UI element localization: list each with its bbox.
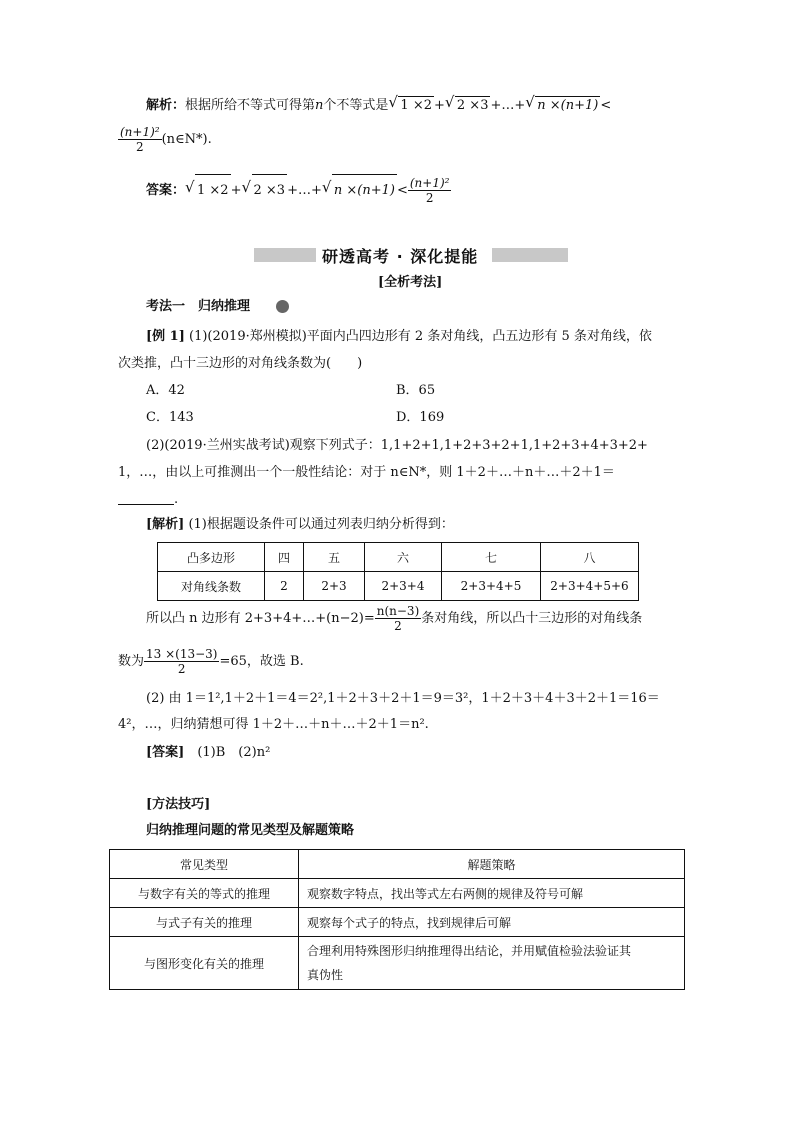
- table-cell: 与图形变化有关的推理: [110, 937, 299, 990]
- fraction: [375, 604, 422, 633]
- text: 数为: [118, 654, 145, 669]
- table-cell: 对角线条数: [158, 572, 265, 601]
- example-part2-line-1: (2)(2019·兰州实战考试)观察下列式子：1,1+2+1,1+2+3+2+1,1+2+3+4+3+2+: [146, 438, 648, 453]
- section-subtitle: [全析考法]: [378, 275, 443, 290]
- text: =65，故选 B.: [219, 654, 304, 669]
- solution-label: [解析]: [146, 517, 185, 532]
- frac-num: 13 ×(13−3): [146, 647, 218, 661]
- section-banner-title: 研透高考 · 深化提能: [322, 247, 479, 266]
- condition: (n∈N*).: [161, 132, 212, 147]
- strategy-line-1: 合理利用特殊图形归纳推理得出结论，并用赋值检验法验证其: [307, 944, 632, 958]
- table-row: [110, 937, 685, 990]
- difficulty-dot-icon: [276, 300, 289, 313]
- table-cell: 凸多边形: [158, 543, 265, 572]
- frac-den: 2: [425, 191, 434, 205]
- table-cell: 与数字有关的等式的推理: [110, 879, 299, 908]
- answer-label: 答案：: [146, 183, 186, 198]
- table-cell: 八: [541, 543, 639, 572]
- frac-den: 2: [394, 619, 402, 633]
- example-line-2: 次类推，凸十三边形的对角线条数为( ): [118, 356, 363, 371]
- dots: +…+: [287, 183, 322, 198]
- table-row: [158, 543, 639, 572]
- table-row: [158, 572, 639, 601]
- frac-num: (n+1)²: [409, 176, 450, 190]
- table-row: [110, 908, 685, 937]
- option-c: C．143: [146, 410, 194, 425]
- table-cell: 2+3+4+5: [442, 572, 541, 601]
- fraction: [408, 176, 452, 205]
- table-row: [110, 879, 685, 908]
- solution-intro: [146, 516, 454, 534]
- frac-den: 2: [177, 662, 186, 676]
- less-than: <: [600, 98, 612, 113]
- option-b: B．65: [396, 383, 436, 398]
- table-cell: 七: [442, 543, 541, 572]
- table-cell: 与式子有关的推理: [110, 908, 299, 937]
- option-d: D．169: [396, 410, 445, 425]
- fraction: [144, 647, 219, 676]
- table-header: 解题策略: [299, 850, 685, 879]
- sqrt-term-2: √ 2 ×3: [252, 174, 288, 207]
- fraction: [118, 125, 162, 154]
- sqrt-term-n: √ n ×(n+1): [535, 96, 600, 115]
- answer-top-line: 答案：√ 1 ×2 +√ 2 ×3 +…+√ n ×(n+1) < $\frac{\text{(n+1)²}}{2}$: [146, 174, 451, 207]
- solution-intro-text: (1)根据题设条件可以通过列表归纳分析得到：: [188, 517, 454, 532]
- table-cell: 六: [365, 543, 442, 572]
- tips-title: [方法技巧]: [146, 797, 211, 812]
- frac-num: (n+1)²: [120, 125, 160, 139]
- table-cell: 2+3: [304, 572, 365, 601]
- method-title: 考法一 归纳推理: [146, 299, 251, 314]
- solution-part2-line-1: (2) 由 1＝1²,1＋2＋1＝4＝2²,1＋2＋3＋2＋1＝9＝3²，1＋2＋3＋4＋3＋2＋1＝16＝: [146, 691, 660, 706]
- var-n: n: [315, 98, 324, 113]
- sqrt-term-1: √ 1 ×2: [398, 96, 434, 115]
- table-cell: 观察每个式子的特点，找到规律后可解: [299, 908, 685, 937]
- solution-line-b: [118, 646, 304, 678]
- strategy-line-2: 真伪性: [307, 968, 344, 982]
- answer-blank: [118, 491, 174, 505]
- analysis-line-1: 解析：根据所给不等式可得第n个不等式是√ 1 ×2 +√ 2 ×3 +…+√ n ×(n+1) <: [146, 96, 611, 115]
- polygon-table: [157, 542, 639, 601]
- analysis-line-2: [118, 124, 212, 156]
- tips-table: [109, 849, 685, 990]
- solution-part2-line-2: 4²，…，归纳猜想可得 1＋2＋…＋n＋…＋2＋1＝n².: [118, 717, 429, 732]
- tips-subtitle: 归纳推理问题的常见类型及解题策略: [146, 823, 355, 838]
- text: 条对角线，所以凸十三边形的对角线条: [421, 611, 643, 626]
- frac-num: n(n−3): [376, 604, 420, 618]
- answer-main: [146, 744, 270, 762]
- example-part2-line-3: [118, 491, 178, 509]
- example-line-1: [146, 328, 652, 346]
- option-a: A．42: [146, 383, 185, 398]
- banner-bar-left: [254, 248, 316, 262]
- sqrt-term-1: √ 1 ×2: [195, 174, 231, 207]
- table-cell: 四: [265, 543, 304, 572]
- table-row: [110, 850, 685, 879]
- table-cell: 五: [304, 543, 365, 572]
- less-than: <: [396, 183, 408, 198]
- table-cell: 观察数字特点，找出等式左右两侧的规律及符号可解: [299, 879, 685, 908]
- example-label: [例 1]: [146, 329, 185, 344]
- analysis-text-2: 个不等式是: [323, 98, 389, 113]
- solution-line-a: [146, 603, 642, 635]
- dots: +…+: [490, 98, 526, 113]
- text: 所以凸 n 边形有 2+3+4+…+(n−2)=: [146, 611, 375, 626]
- banner-bar-right: [492, 248, 568, 262]
- analysis-text: 根据所给不等式可得第: [185, 98, 316, 113]
- sqrt-term-2: √ 2 ×3: [455, 96, 491, 115]
- table-cell: 2: [265, 572, 304, 601]
- sqrt-term-n: √ n ×(n+1): [332, 174, 397, 207]
- table-cell: 2+3+4+5+6: [541, 572, 639, 601]
- answer-label: [答案]: [146, 745, 185, 760]
- analysis-label: 解析：: [146, 98, 186, 113]
- example-text: (1)(2019·郑州模拟)平面内凸四边形有 2 条对角线，凸五边形有 5 条对角线，依: [189, 329, 652, 344]
- table-cell: [299, 937, 685, 990]
- period: .: [174, 492, 179, 507]
- table-cell: 2+3+4: [365, 572, 442, 601]
- answer-text: (1)B (2)n²: [197, 745, 271, 760]
- example-part2-line-2: 1，…，由以上可推测出一个一般性结论：对于 n∈N*，则 1＋2＋…＋n＋…＋2＋1＝: [118, 465, 615, 480]
- table-header: 常见类型: [110, 850, 299, 879]
- frac-den: 2: [135, 140, 144, 154]
